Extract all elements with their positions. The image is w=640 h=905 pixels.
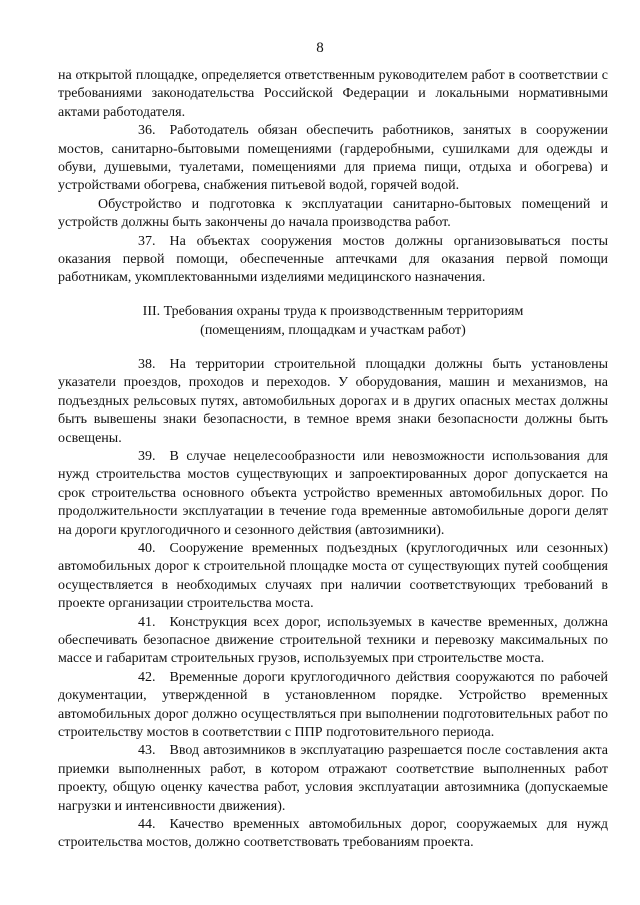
paragraph-text: Качество временных автомобильных дорог, сооружаемых для нужд строительства мостов, должно соответствовать требованиям проекта. xyxy=(58,817,608,851)
paragraph-number: 39. xyxy=(138,448,156,464)
paragraph-number: 36. xyxy=(138,123,156,139)
paragraph-42 xyxy=(58,669,608,743)
paragraph-text: Сооружение временных подъездных (круглогодичных или сезонных) автомобильных дорог к строительной площадке моста от существующих путей сообщения осуществляется в необходимых случаях при наличии соответствующих требований в проекте организации строительства моста. xyxy=(58,540,608,612)
paragraph-39 xyxy=(58,448,608,540)
paragraph-36 xyxy=(58,122,608,196)
paragraph-text: Обустройство и подготовка к эксплуатации санитарно-бытовых помещений и устройств должны быть закончены до начала производства работ. xyxy=(58,196,608,231)
paragraph-text: Ввод автозимников в эксплуатацию разрешается после составления акта приемки выполненных работ, в котором отражают соответствие выполненных работ проекту, общую оценку качества работ, условия эксплуатации автозимника (допускаемые нагрузки и интенсивности движения). xyxy=(58,743,608,814)
paragraph-text: Работодатель обязан обеспечить работников, занятых в сооружении мостов, санитарно-бытовыми помещениями (гардеробными, сушилками для одежды и обуви, душевыми, туалетами, помещениями для приема пищи, отдыха и обогрева) и устройствами обогрева, снабжения питьевой водой, горячей водой. xyxy=(58,123,608,194)
paragraph-text: на открытой площадке, определяется ответственным руководителем работ в соответствии с требованиями законодательства Российской Федерации и локальными нормативными актами работодателя. xyxy=(58,68,608,120)
section-heading-line-1: III. Требования охраны труда к производственным территориям xyxy=(142,303,524,319)
document-body xyxy=(58,67,608,853)
paragraph-36-continuation xyxy=(58,196,608,233)
paragraph-number: 43. xyxy=(138,743,156,759)
paragraph-number: 42. xyxy=(138,669,156,685)
paragraph-38 xyxy=(58,356,608,448)
paragraph-text: В случае нецелесообразности или невозможности использования для нужд строительства мостов существующих и запроектированных дорог допускается на срок строительства основного объекта устройство временных автомобильных дорог. По продолжительности эксплуатации в течение года временные автомобильные дороги делят на дороги круглогодичного и сезонного действия (автозимники). xyxy=(58,448,608,538)
paragraph-44 xyxy=(58,816,608,853)
paragraph-continuation xyxy=(58,67,608,122)
paragraph-text: На объектах сооружения мостов должны организовываться посты оказания первой помощи, обеспеченные аптечками для оказания первой помощи работникам, укомплектованными изделиями медицинского назначения. xyxy=(58,233,608,286)
paragraph-text: Временные дороги круглогодичного действия сооружаются по рабочей документации, утвержденной в установленном порядке. Устройство временных автомобильных дорог должно осуществляться при выполнении подготовительных работ по строительству мостов в соответствии с ППР подготовительного периода. xyxy=(58,669,608,740)
paragraph-text: На территории строительной площадки должны быть установлены указатели проездов, проходов и переходов. У оборудования, машин и механизмов, на подъездных рельсовых путях, автомобильных дорогах и в других опасных местах должны быть вывешены знаки безопасности, в темное время знаки безопасности должны быть освещены. xyxy=(58,356,608,446)
paragraph-number: 38. xyxy=(138,356,156,372)
paragraph-number: 41. xyxy=(138,614,156,630)
paragraph-number: 37. xyxy=(138,233,156,249)
paragraph-number: 40. xyxy=(138,540,156,556)
paragraph-37 xyxy=(58,233,608,288)
paragraph-41 xyxy=(58,614,608,669)
page-number: 8 xyxy=(316,40,324,56)
section-heading xyxy=(58,302,608,340)
paragraph-number: 44. xyxy=(138,817,156,833)
paragraph-40 xyxy=(58,540,608,614)
section-heading-line-2: (помещениям, площадкам и участкам работ) xyxy=(200,322,466,338)
paragraph-text: Конструкция всех дорог, используемых в качестве временных, должна обеспечивать безопасное движение строительной техники и перевозку максимальных по массе и габаритам строительных грузов, используемых при строительстве моста. xyxy=(58,614,608,667)
paragraph-43 xyxy=(58,742,608,816)
